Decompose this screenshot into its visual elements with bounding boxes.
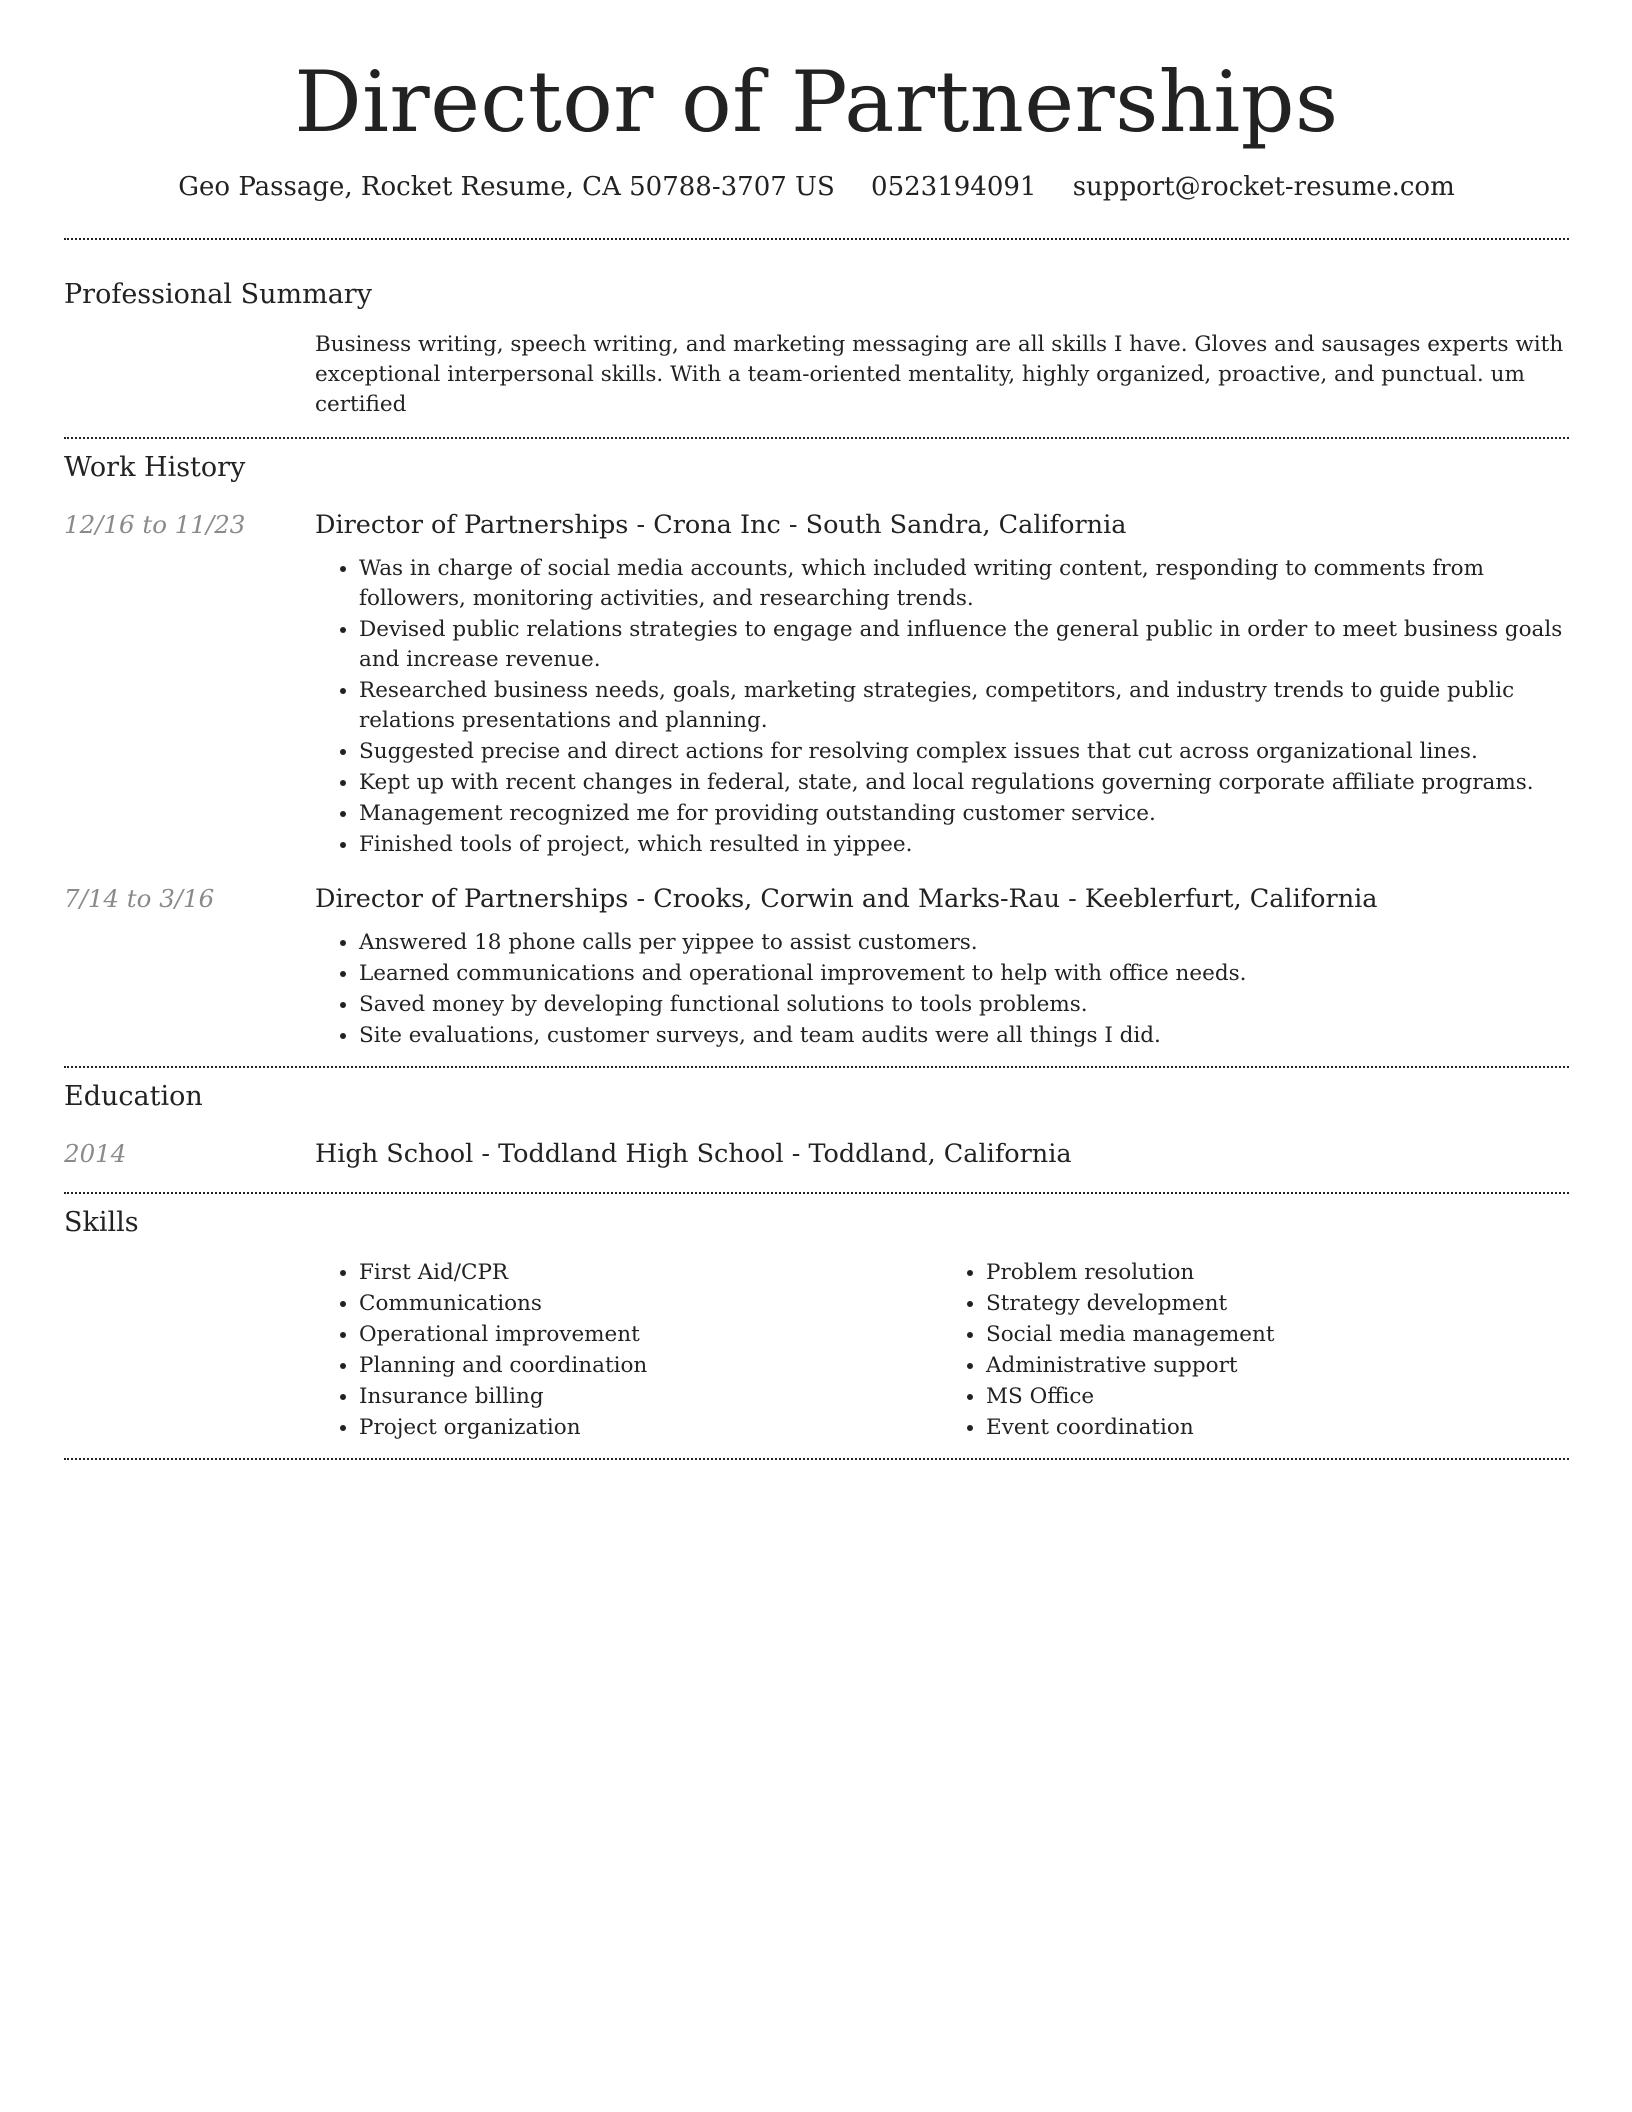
contact-phone: 0523194091 (871, 172, 1037, 202)
work-entry-title: Director of Partnerships - Crooks, Corwin and Marks-Rau - Keeblerfurt, California (315, 884, 1378, 914)
skills-list-left (315, 1258, 942, 1444)
list-item: • Finished tools of project, which resulted in yippee. (359, 830, 1569, 860)
education-heading: Education (64, 1081, 203, 1112)
list-item: • Was in charge of social media accounts, which included writing content, responding to comments from followers, monitoring activities, and researching trends. (359, 554, 1569, 614)
education-entry-date: 2014 (64, 1139, 127, 1168)
work-entry-bullets (315, 554, 1569, 860)
resume-page (64, 0, 1569, 1460)
skill-item: • MS Office (986, 1382, 1569, 1412)
skill-item: • Project organization (359, 1413, 942, 1443)
work-history-section (64, 451, 1569, 1051)
list-item: • Management recognized me for providing outstanding customer service. (359, 799, 1569, 829)
skill-item: • Communications (359, 1289, 942, 1319)
skill-item: • Event coordination (986, 1413, 1569, 1443)
summary-section (64, 278, 1569, 420)
education-entry (64, 1137, 1569, 1171)
skill-item: • Administrative support (986, 1351, 1569, 1381)
section-divider (64, 1458, 1569, 1460)
section-divider (64, 1192, 1569, 1194)
work-entry-bullets (315, 928, 1569, 1051)
section-divider (64, 1066, 1569, 1068)
skill-item: • Insurance billing (359, 1382, 942, 1412)
summary-heading: Professional Summary (64, 279, 372, 310)
skill-item: • Operational improvement (359, 1320, 942, 1350)
work-entry (64, 882, 1569, 1051)
list-item: • Suggested precise and direct actions for resolving complex issues that cut across organizational lines. (359, 737, 1569, 767)
contact-line (64, 170, 1569, 204)
skill-item: • Planning and coordination (359, 1351, 942, 1381)
skills-heading: Skills (64, 1207, 139, 1238)
skill-item: • First Aid/CPR (359, 1258, 942, 1288)
list-item: • Devised public relations strategies to engage and influence the general public in order to meet business goals and increase revenue. (359, 615, 1569, 675)
education-entry-title: High School - Toddland High School - Toddland, California (315, 1139, 1072, 1169)
list-item: • Saved money by developing functional solutions to tools problems. (359, 990, 1569, 1020)
work-entry-date: 12/16 to 11/23 (64, 510, 246, 539)
list-item: • Researched business needs, goals, marketing strategies, competitors, and industry trends to guide public relations presentations and planning. (359, 676, 1569, 736)
work-entry-date: 7/14 to 3/16 (64, 884, 215, 913)
skill-item: • Social media management (986, 1320, 1569, 1350)
list-item: • Site evaluations, customer surveys, and team audits were all things I did. (359, 1021, 1569, 1051)
list-item: • Kept up with recent changes in federal, state, and local regulations governing corporate affiliate programs. (359, 768, 1569, 798)
work-entry (64, 508, 1569, 860)
skill-item: • Problem resolution (986, 1258, 1569, 1288)
work-history-heading: Work History (64, 452, 246, 483)
section-divider (64, 238, 1569, 240)
contact-email: support@rocket-resume.com (1072, 172, 1455, 202)
section-divider (64, 437, 1569, 439)
resume-name: Director of Partnerships (294, 53, 1339, 151)
skills-section (64, 1206, 1569, 1444)
contact-address: Geo Passage, Rocket Resume, CA 50788-3707 US (178, 172, 835, 202)
education-section (64, 1080, 1569, 1171)
summary-text: Business writing, speech writing, and marketing messaging are all skills I have. Gloves and sausages experts with exceptional interpersonal skills. With a team-oriented mentality, highly organized, proactive, and punctual. um certified (315, 332, 1564, 417)
list-item: • Answered 18 phone calls per yippee to assist customers. (359, 928, 1569, 958)
work-entry-title: Director of Partnerships - Crona Inc - South Sandra, California (315, 510, 1127, 540)
skills-grid (315, 1258, 1569, 1444)
skill-item: • Strategy development (986, 1289, 1569, 1319)
list-item: • Learned communications and operational improvement to help with office needs. (359, 959, 1569, 989)
skills-list-right (942, 1258, 1569, 1444)
